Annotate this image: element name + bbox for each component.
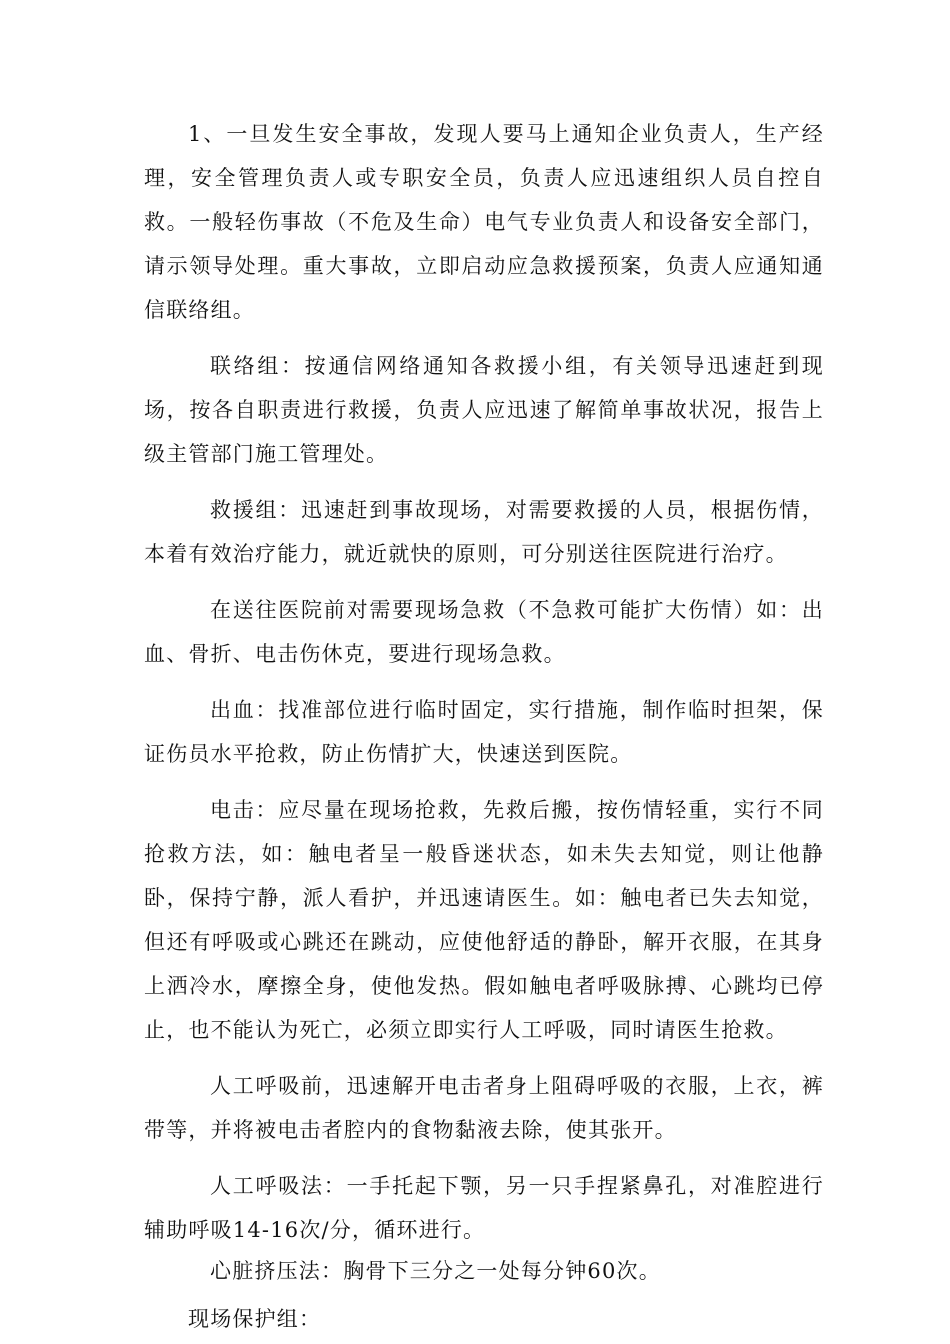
paragraph-chest-compression: 心脏挤压法：胸骨下三分之一处每分钟60次。 — [210, 1259, 661, 1283]
paragraph-site-protection: 现场保护组： — [188, 1307, 322, 1331]
paragraph-first-aid: 在送往医院前对需要现场急救（不急救可能扩大伤情）如：出血、骨折、电击伤休克，要进行现场急救。 — [144, 598, 824, 666]
paragraph-liaison-group: 联络组：按通信网络通知各救援小组，有关领导迅速赶到现场，按各自职责进行救援，负责人应迅速了解简单事故状况，报告上级主管部门施工管理处。 — [144, 354, 824, 466]
paragraph-incident-response: 1、一旦发生安全事故，发现人要马上通知企业负责人，生产经理，安全管理负责人或专职安全员，负责人应迅速组织人员自控自救。一般轻伤事故（不危及生命）电气专业负责人和设备安全部门，请示领导处理。重大事故，立即启动应急救援预案，负责人应通知通信联络组。 — [144, 122, 824, 322]
paragraph-artificial-respiration: 人工呼吸法：一手托起下颚，另一只手捏紧鼻孔，对准腔进行辅助呼吸14-16次/分，循环进行。 — [144, 1174, 824, 1242]
paragraph-bleeding: 出血：找准部位进行临时固定，实行措施，制作临时担架，保证伤员水平抢救，防止伤情扩大，快速送到医院。 — [144, 698, 824, 766]
paragraph-before-cpr: 人工呼吸前，迅速解开电击者身上阻碍呼吸的衣服，上衣，裤带等，并将被电击者腔内的食物黏液去除，使其张开。 — [144, 1074, 824, 1142]
paragraph-rescue-group: 救援组：迅速赶到事故现场，对需要救援的人员，根据伤情，本着有效治疗能力，就近就快的原则，可分别送往医院进行治疗。 — [144, 498, 824, 566]
paragraph-electric-shock: 电击：应尽量在现场抢救，先救后搬，按伤情轻重，实行不同抢救方法，如：触电者呈一般昏迷状态，如未失去知觉，则让他静卧，保持宁静，派人看护，并迅速请医生。如：触电者已失去知觉，但还有呼吸或心跳还在跳动，应使他舒适的静卧，解开衣服，在其身上洒冷水，摩擦全身，使他发热。假如触电者呼吸脉搏、心跳均已停止，也不能认为死亡，必须立即实行人工呼吸，同时请医生抢救。 — [144, 798, 824, 1042]
document-body — [144, 112, 824, 1338]
